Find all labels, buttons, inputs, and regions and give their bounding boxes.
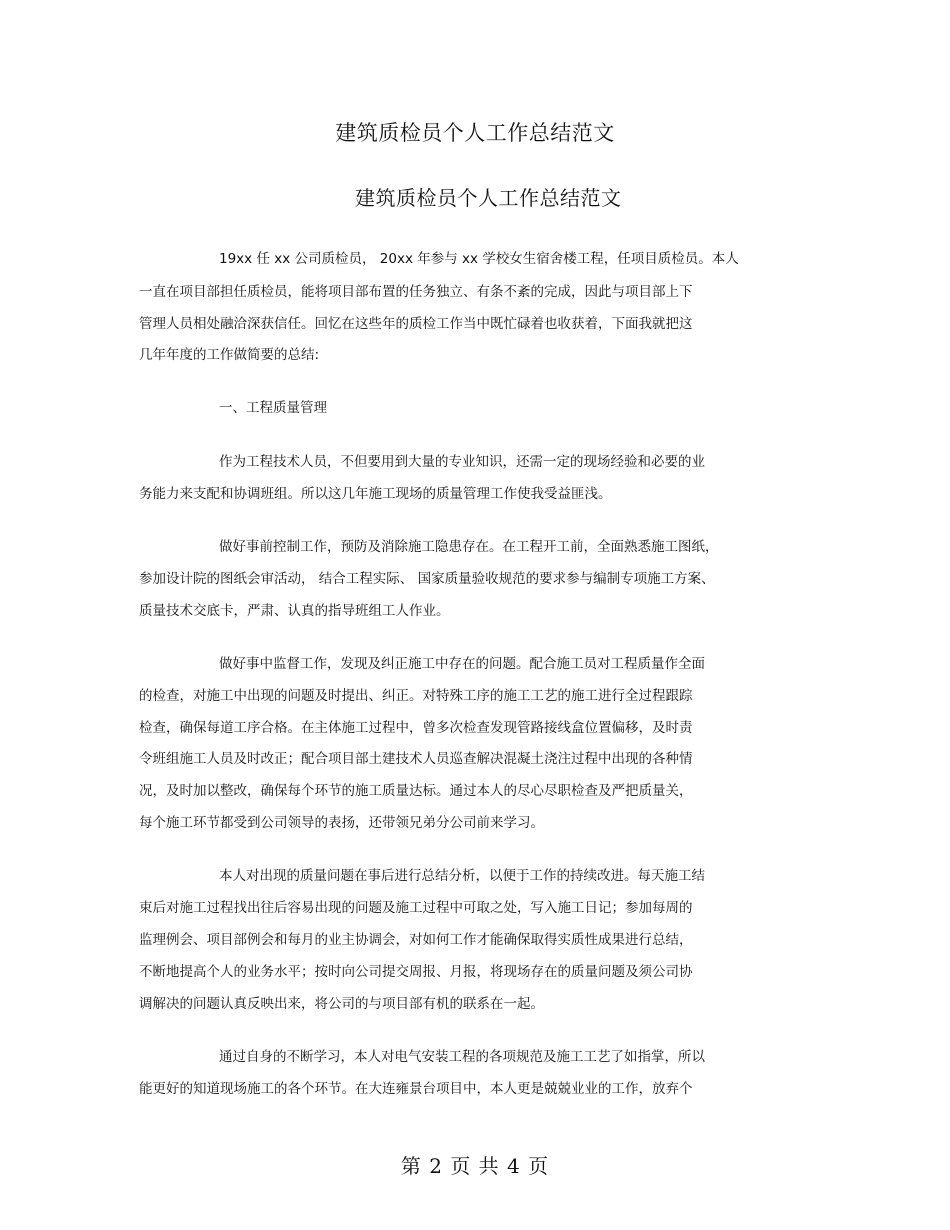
section-heading: 一、工程质量管理 [219,400,327,416]
body-line: 调解决的问题认真反映出来，将公司的与项目部有机的联系在一起。 [139,996,544,1012]
body-line: 管理人员相处融洽深获信任。回忆在这些年的质检工作当中既忙碌着也收获着，下面我就把这 [139,316,693,332]
body-line: 做好事前控制工作，预防及消除施工隐患存在。在工程开工前，全面熟悉施工图纸， [219,539,719,555]
body-line: 一直在项目部担任质检员，能将项目部布置的任务独立、有条不紊的完成，因此与项目部上下 [139,284,693,300]
body-line: 不断地提高个人的业务水平；按时向公司提交周报、月报，将现场存在的质量问题及须公司协 [139,964,693,980]
body-line: 能更好的知道现场施工的各个环节。在大连雍景台项目中，本人更是兢兢业业的工作，放弃个 [139,1081,693,1097]
body-line: 质量技术交底卡，严肃、认真的指导班组工人作业。 [139,603,450,619]
document-title: 建筑质检员个人工作总结范文 [335,121,615,145]
body-line: 19xx 任 xx 公司质检员， 20xx 年参与 xx 学校女生宿舍楼工程，任项目质检员。本人 [219,251,739,267]
body-line: 本人对出现的质量问题在事后进行总结分析，以便于工作的持续改进。每天施工结 [219,868,705,884]
body-line: 的检查，对施工中出现的问题及时提出、纠正。对特殊工序的施工工艺的施工进行全过程跟踪 [139,688,693,704]
document-subtitle: 建筑质检员个人工作总结范文 [355,186,622,210]
body-line: 通过自身的不断学习，本人对电气安装工程的各项规范及施工工艺了如指掌，所以 [219,1049,705,1065]
page-number-footer: 第 2 页 共 4 页 [400,1154,550,1178]
body-line: 况，及时加以整改，确保每个环节的施工质量达标。通过本人的尽心尽职检查及严把质量关， [139,783,693,799]
body-line: 监理例会、项目部例会和每月的业主协调会，对如何工作才能确保取得实质性成果进行总结， [139,932,693,948]
body-line: 每个施工环节都受到公司领导的表扬，还带领兄弟分公司前来学习。 [139,815,544,831]
body-line: 令班组施工人员及时改正；配合项目部土建技术人员巡查解决混凝土浇注过程中出现的各种情 [139,751,693,767]
body-line: 几年年度的工作做简要的总结: [139,347,320,363]
body-line: 务能力来支配和协调班组。所以这几年施工现场的质量管理工作使我受益匪浅。 [139,486,612,502]
body-line: 检查，确保每道工序合格。在主体施工过程中，曾多次检查发现管路接线盒位置偏移，及时责 [139,720,693,736]
body-line: 束后对施工过程找出往后容易出现的问题及施工过程中可取之处，写入施工日记；参加每周的 [139,900,693,916]
body-line: 作为工程技术人员，不但要用到大量的专业知识，还需一定的现场经验和必要的业 [219,454,705,470]
body-line: 做好事中监督工作，发现及纠正施工中存在的问题。配合施工员对工程质量作全面 [219,656,705,672]
body-line: 参加设计院的图纸会审活动， 结合工程实际、 国家质量验收规范的要求参与编制专项施工方案、 [139,571,715,587]
